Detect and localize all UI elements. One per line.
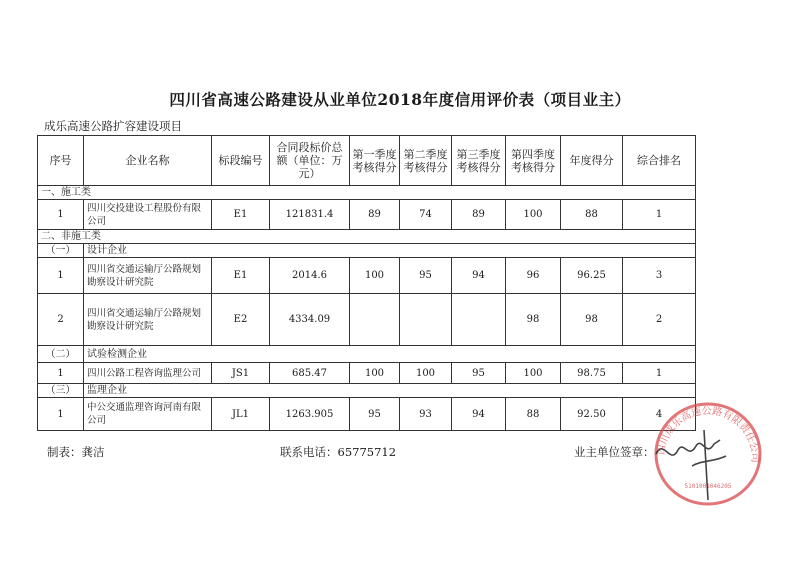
cell-amount: 4334.09 (270, 294, 350, 346)
subsection-label: 监理企业 (84, 384, 696, 398)
header-cell: 第三季度考核得分 (452, 136, 506, 186)
header-cell: 综合排名 (623, 136, 696, 186)
seal-code: 5101001046205 (684, 483, 732, 490)
cell-rank: 3 (623, 258, 696, 294)
cell-q4: 100 (506, 363, 561, 384)
cell-annual: 98.75 (561, 363, 623, 384)
cell-annual: 92.50 (561, 398, 623, 431)
subsection-label: 试验检测企业 (84, 346, 696, 363)
cell-company: 四川交投建设工程股份有限公司 (84, 200, 212, 230)
cell-section: E1 (212, 258, 270, 294)
cell-q2: 100 (400, 363, 452, 384)
header-cell: 第四季度考核得分 (506, 136, 561, 186)
header-cell: 企业名称 (84, 136, 212, 186)
header-cell: 第一季度考核得分 (350, 136, 400, 186)
cell-company: 中公交通监理咨询河南有限公司 (84, 398, 212, 431)
phone-label: 联系电话：65775712 (280, 445, 397, 459)
preparer-label: 制表：龚洁 (47, 445, 105, 459)
cell-annual: 98 (561, 294, 623, 346)
table-row (38, 258, 696, 294)
cell-amount: 2014.6 (270, 258, 350, 294)
subsection-no: （一） (38, 244, 84, 258)
cell-q1 (350, 294, 400, 346)
subsection-no: （三） (38, 384, 84, 398)
cell-company: 四川省交通运输厅公路规划勘察设计研究院 (84, 294, 212, 346)
cell-q4: 100 (506, 200, 561, 230)
table-row (38, 294, 696, 346)
cell-q2 (400, 294, 452, 346)
section-row (38, 230, 696, 244)
cell-company: 四川公路工程咨询监理公司 (84, 363, 212, 384)
cell-section: JL1 (212, 398, 270, 431)
header-cell: 合同段标价总额（单位：万元） (270, 136, 350, 186)
header-cell: 序号 (38, 136, 84, 186)
cell-q3 (452, 294, 506, 346)
project-name: 成乐高速公路扩容建设项目 (44, 119, 182, 133)
cell-q2: 74 (400, 200, 452, 230)
cell-annual: 88 (561, 200, 623, 230)
cell-section: E1 (212, 200, 270, 230)
cell-rank: 1 (623, 363, 696, 384)
header-cell: 标段编号 (212, 136, 270, 186)
section-row (38, 186, 696, 200)
cell-section: E2 (212, 294, 270, 346)
subsection-row (38, 346, 696, 363)
cell-q1: 100 (350, 258, 400, 294)
header-cell: 年度得分 (561, 136, 623, 186)
credit-table (37, 135, 696, 431)
subsection-no: （二） (38, 346, 84, 363)
table-row (38, 363, 696, 384)
cell-no: 1 (38, 258, 84, 294)
header-cell: 第二季度考核得分 (400, 136, 452, 186)
cell-amount: 1263.905 (270, 398, 350, 431)
cell-rank: 1 (623, 200, 696, 230)
cell-rank: 4 (623, 398, 696, 431)
cell-q3: 94 (452, 398, 506, 431)
subsection-row (38, 384, 696, 398)
cell-q2: 95 (400, 258, 452, 294)
cell-annual: 96.25 (561, 258, 623, 294)
cell-amount: 121831.4 (270, 200, 350, 230)
cell-q4: 98 (506, 294, 561, 346)
cell-no: 1 (38, 398, 84, 431)
section-label: 二、非施工类 (38, 230, 696, 244)
subsection-label: 设计企业 (84, 244, 696, 258)
subsection-row (38, 244, 696, 258)
cell-company: 四川省交通运输厅公路规划勘察设计研究院 (84, 258, 212, 294)
company-seal-stamp (642, 396, 774, 514)
seal-text: 四川成乐高速公路有限责任公司 (655, 405, 761, 463)
section-label: 一、施工类 (38, 186, 696, 200)
table-row (38, 200, 696, 230)
cell-q3: 94 (452, 258, 506, 294)
cell-q3: 89 (452, 200, 506, 230)
cell-no: 1 (38, 363, 84, 384)
header-row (38, 136, 696, 186)
cell-q1: 89 (350, 200, 400, 230)
cell-q3: 95 (452, 363, 506, 384)
cell-section: JS1 (212, 363, 270, 384)
table-row (38, 398, 696, 431)
cell-q4: 88 (506, 398, 561, 431)
cell-q1: 100 (350, 363, 400, 384)
cell-q2: 93 (400, 398, 452, 431)
cell-rank: 2 (623, 294, 696, 346)
cell-amount: 685.47 (270, 363, 350, 384)
cell-q1: 95 (350, 398, 400, 431)
cell-no: 1 (38, 200, 84, 230)
page-title: 四川省高速公路建设从业单位2018年度信用评价表（项目业主） (169, 90, 631, 109)
sign-label: 业主单位签章： (574, 445, 655, 459)
cell-q4: 96 (506, 258, 561, 294)
cell-no: 2 (38, 294, 84, 346)
